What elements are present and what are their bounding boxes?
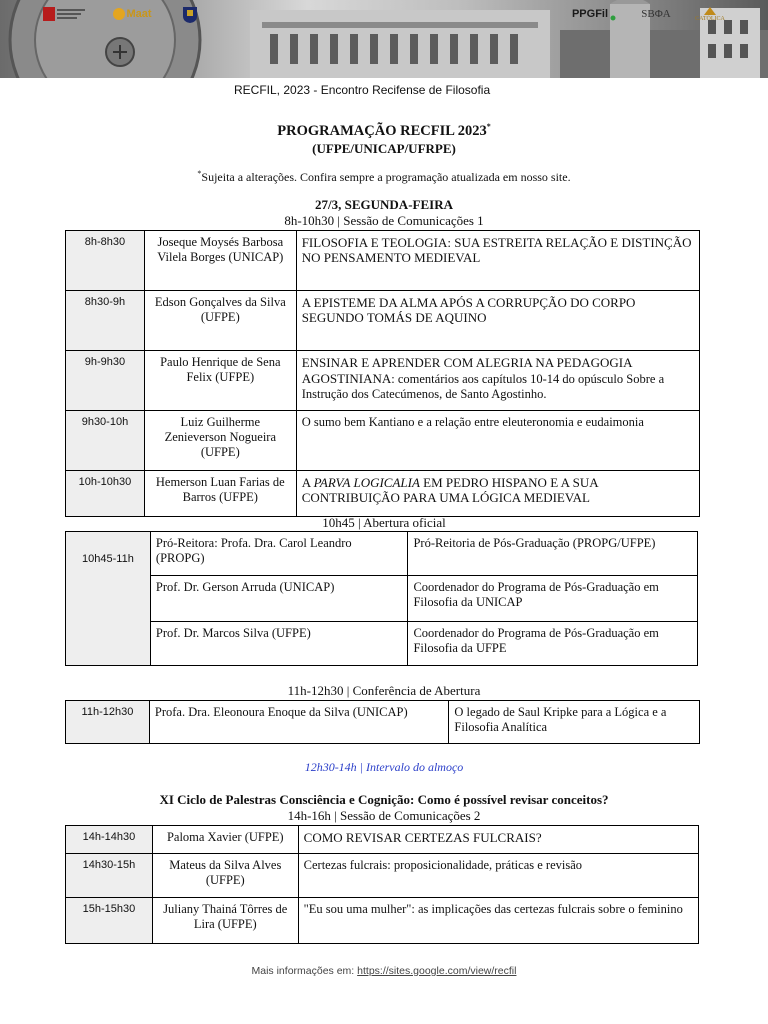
footer [0,965,768,977]
slot-speaker: Luiz Guilherme Zenieverson Nogueira (UFPE) [144,411,296,471]
conference-table [65,700,700,744]
slot-title: O sumo bem Kantiano e a relação entre eleuteronomia e eudaimonia [296,411,699,471]
slot-time: 8h30-9h [66,291,145,351]
slot-time: 10h-10h30 [66,471,145,517]
conference-title: O legado de Saul Kripke para a Lógica e a Filosofia Analítica [449,701,700,744]
slot-title-prefix: A [301,475,314,490]
table-row [66,231,700,291]
session2-heading: 14h-16h | Sessão de Comunicações 2 [287,808,481,823]
slot-title: A EPISTEME DA ALMA APÓS A CORRUPÇÃO DO CORPO SEGUNDO TOMÁS DE AQUINO [296,291,699,351]
slot-title-italic: PARVA LOGICALIA [313,475,420,490]
slot-time: 14h-14h30 [66,826,153,854]
official-name: Pró-Reitora: Profa. Dra. Carol Leandro (PROPG) [150,532,408,576]
table-row [66,351,700,411]
ufrpe-logo [180,4,200,24]
ppgfil-logo [570,4,618,24]
cycle-heading: XI Ciclo de Palestras Consciência e Cognição: Como é possível revisar conceitos? [159,792,609,807]
slot-speaker: Hemerson Luan Farias de Barros (UFPE) [144,471,296,517]
conference-time: 11h-12h30 [66,701,150,744]
table-row [66,854,699,898]
slot-title [296,351,699,411]
sbfa-logo-text: SBΦA [641,8,671,20]
slot-speaker: Mateus da Silva Alves (UFPE) [152,854,298,898]
slot-time: 9h-9h30 [66,351,145,411]
event-title-bar: RECFIL, 2023 - Encontro Recifense de Filosofia [234,83,491,97]
page-subtitle: (UFPE/UNICAP/UFRPE) [312,141,456,156]
title-footnote-mark: * [486,122,491,131]
session2-table [65,825,699,944]
opening-table [65,531,698,666]
table-row [66,471,700,517]
table-row [66,532,698,576]
session1-heading: 8h-10h30 | Sessão de Comunicações 1 [284,213,484,228]
ppgfil-logo-text: PPGFil [571,8,609,20]
page-title-text: PROGRAMAÇÃO RECFIL 2023 [277,122,487,139]
table-row [66,291,700,351]
slot-speaker: Juliany Thainá Tôrres de Lira (UFPE) [152,898,298,944]
maat-logo-text: Maat [126,8,152,20]
table-row [66,411,700,471]
ufpe-logo [40,4,88,24]
slot-speaker: Paloma Xavier (UFPE) [152,826,298,854]
note-footnote-mark: * [197,169,202,178]
schedule-note-text: Sujeita a alterações. Confira sempre a programação atualizada em nosso site. [201,170,571,184]
slot-title [296,471,699,517]
opening-heading: 10h45 | Abertura oficial [322,515,446,530]
slot-time: 9h30-10h [66,411,145,471]
footer-label: Mais informações em: [251,965,358,977]
lunch-break: 12h30-14h | Intervalo do almoço [304,760,464,774]
day-heading: 27/3, SEGUNDA-FEIRA [315,197,453,212]
table-row [66,898,699,944]
opening-time: 10h45-11h [66,532,151,666]
conference-heading: 11h-12h30 | Conferência de Abertura [287,683,481,698]
slot-speaker: Edson Gonçalves da Silva (UFPE) [144,291,296,351]
official-name: Prof. Dr. Gerson Arruda (UNICAP) [150,576,408,622]
slot-title-main: ENSINAR E APRENDER COM ALEGRIA NA PEDAGOGIA AGOSTINIANA [301,355,632,386]
slot-title: "Eu sou uma mulher": as implicações das certezas fulcrais sobre o feminino [298,898,698,944]
slot-time: 14h30-15h [66,854,153,898]
table-row [66,622,698,666]
sbfa-logo [638,4,674,24]
session1-table [65,230,700,517]
official-role: Coordenador do Programa de Pós-Graduação em Filosofia da UNICAP [408,576,698,622]
conference-speaker: Profa. Dra. Eleonoura Enoque da Silva (UNICAP) [149,701,449,744]
slot-title-rest: : comentários aos capítulos 10-14 do opúsculo Sobre a Instrução dos Catecúmenos, de Santo Agostinho. [301,372,665,401]
maat-logo [106,4,158,24]
page-title [0,122,768,140]
official-role: Pró-Reitoria de Pós-Graduação (PROPG/UFPE) [408,532,698,576]
slot-speaker: Paulo Henrique de Sena Felix (UFPE) [144,351,296,411]
official-name: Prof. Dr. Marcos Silva (UFPE) [150,622,408,666]
slot-time: 8h-8h30 [66,231,145,291]
slot-title-suffix: EM PEDRO HISPANO E A SUA CONTRIBUIÇÃO PARA UMA LÓGICA MEDIEVAL [301,475,598,505]
catolica-logo [696,4,724,24]
slot-title: COMO REVISAR CERTEZAS FULCRAIS? [298,826,698,854]
slot-speaker: Joseque Moysés Barbosa Vilela Borges (UNICAP) [144,231,296,291]
table-row [66,576,698,622]
slot-title: FILOSOFIA E TEOLOGIA: SUA ESTREITA RELAÇÃO E DISTINÇÃO NO PENSAMENTO MEDIEVAL [296,231,699,291]
slot-time: 15h-15h30 [66,898,153,944]
slot-title: Certezas fulcrais: proposicionalidade, práticas e revisão [298,854,698,898]
footer-link[interactable]: https://sites.google.com/view/recfil [357,965,517,977]
table-row [66,701,700,744]
official-role: Coordenador do Programa de Pós-Graduação em Filosofia da UFPE [408,622,698,666]
catolica-logo-text: CATÓLICA [695,16,725,22]
table-row [66,826,699,854]
schedule-note [0,169,768,185]
